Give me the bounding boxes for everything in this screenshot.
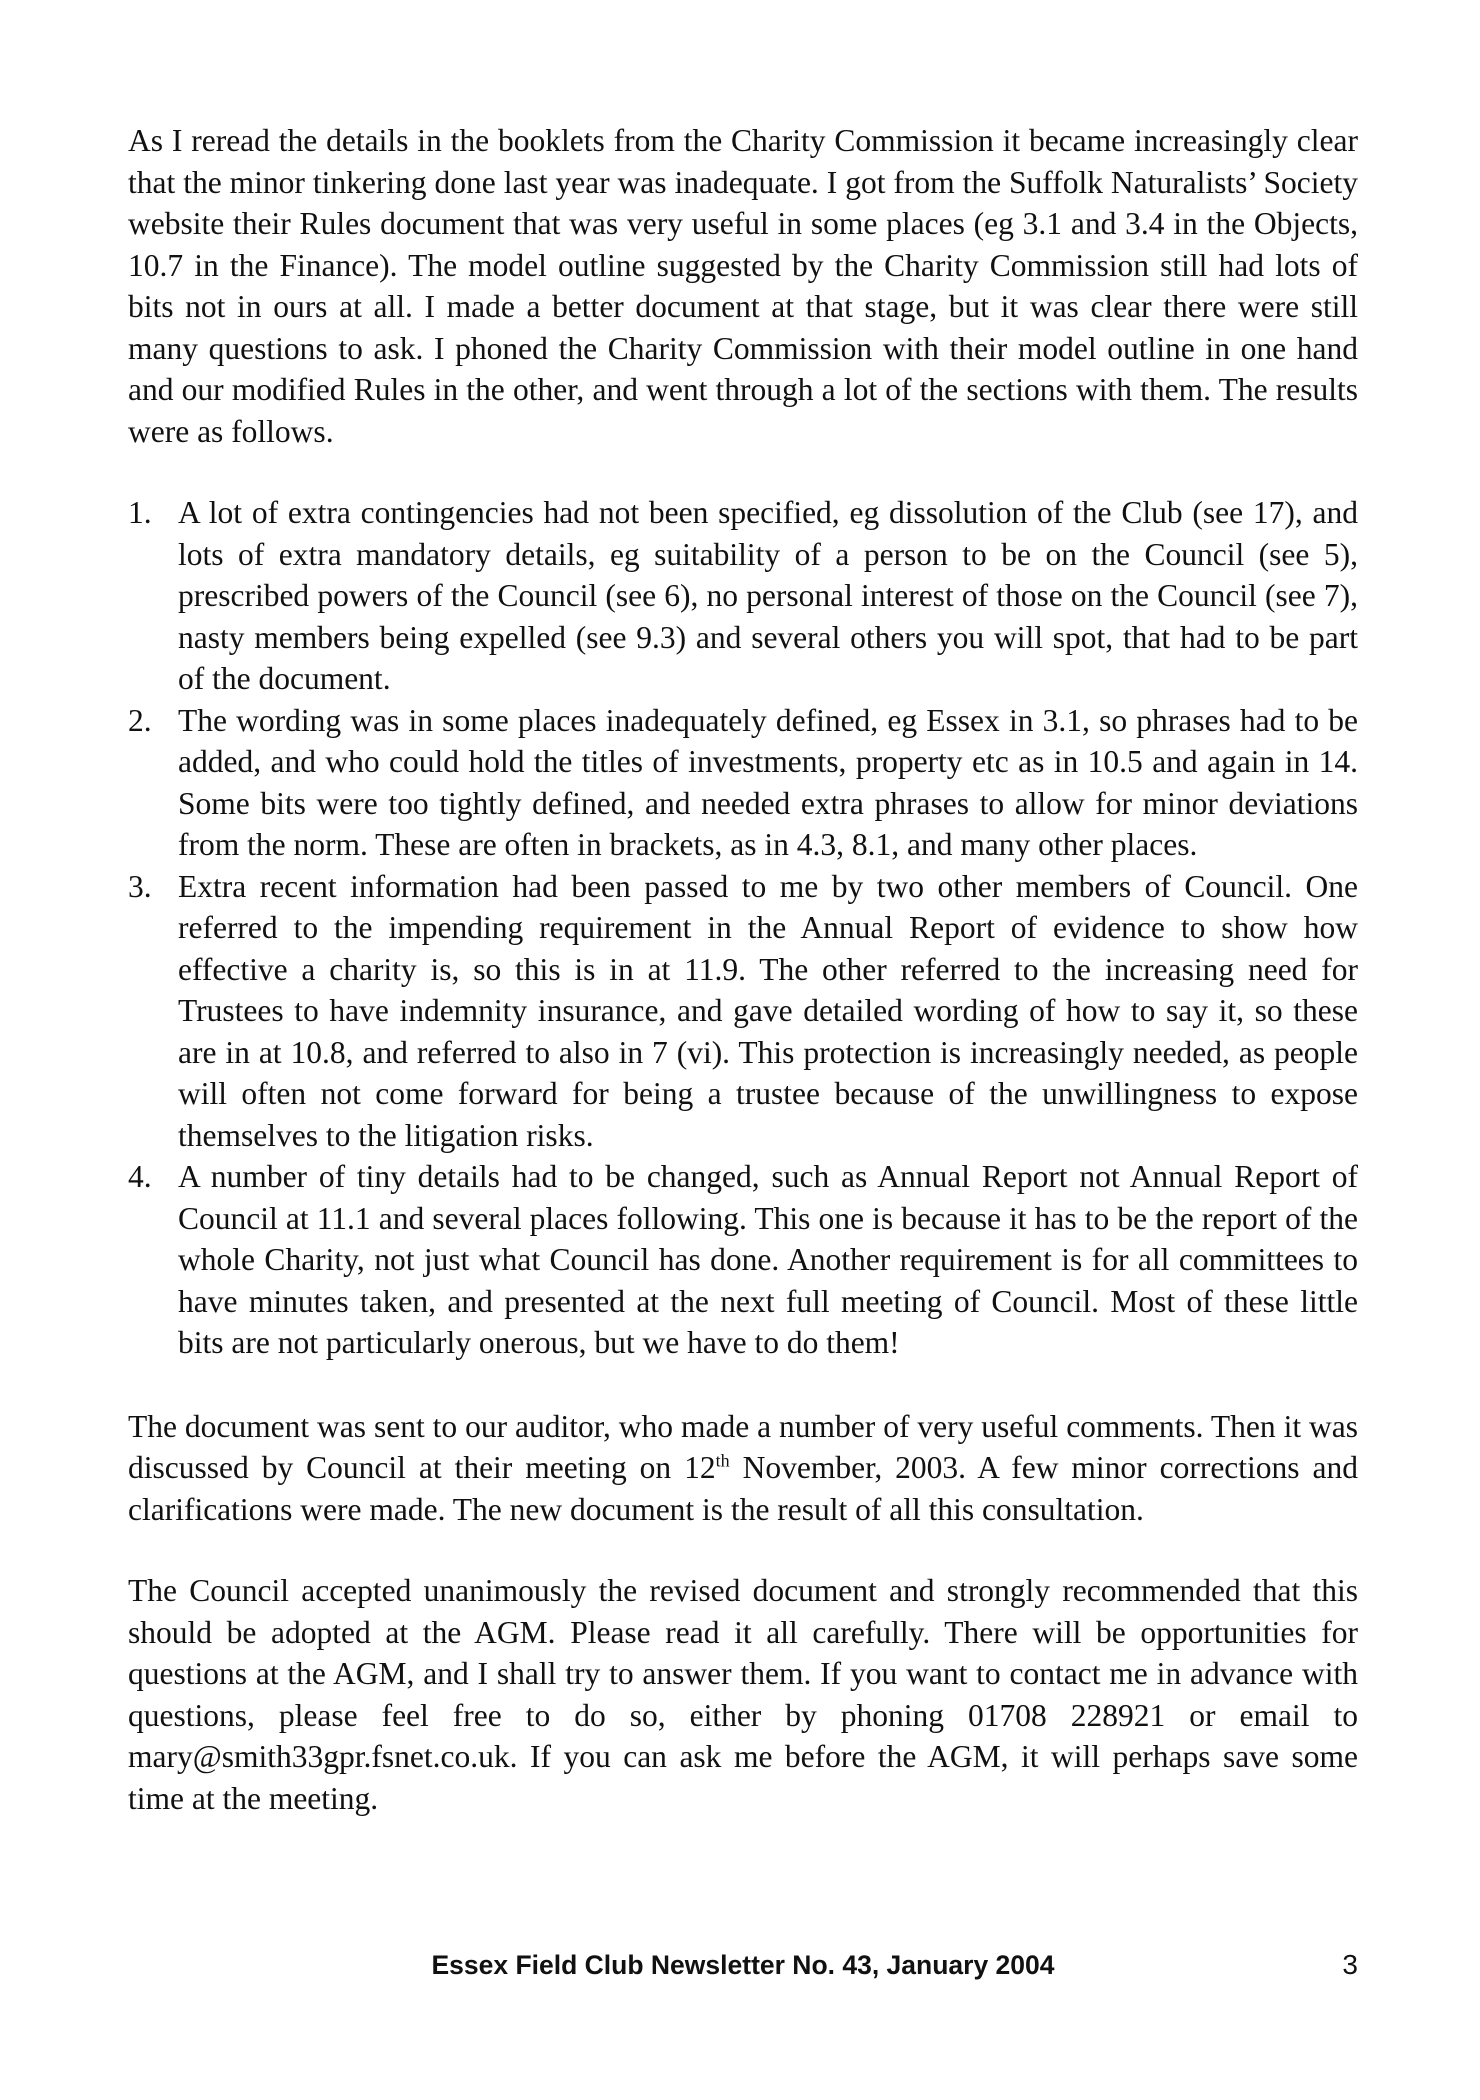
- auditor-text-start: The document was sent to our auditor, who made a number of very useful comments. Then it was discussed by Council at their meeting on 12: [128, 1408, 1358, 1485]
- newsletter-title: Essex Field Club Newsletter No. 43, January 2004: [431, 1950, 1055, 1980]
- list-item: [128, 866, 1358, 1157]
- auditor-paragraph: [128, 1406, 1358, 1531]
- page-number: 3: [1342, 1949, 1358, 1980]
- list-item-number: 1.: [128, 495, 152, 530]
- document-body: [128, 120, 1358, 1819]
- page-footer: [128, 1945, 1358, 1989]
- list-item-number: 4.: [128, 1159, 152, 1194]
- council-paragraph: The Council accepted unanimously the revised document and strongly recommended that this should be adopted at the AGM. Please read it all carefully. There will be opportunities for questions at the AGM, and I shall try to answer them. If you want to contact me in advance with questions, please feel free to do so, either by phoning 01708 228921 or email to mary@smith33gpr.fsnet.co.uk. If you can ask me before the AGM, it will perhaps save some time at the meeting.: [128, 1573, 1358, 1816]
- list-item: [128, 1156, 1358, 1364]
- list-item-number: 2.: [128, 702, 152, 738]
- auditor-text-end: November, 2003. A few minor corrections and clarifications were made. The new document is the result of all this consultation.: [128, 1450, 1358, 1527]
- list-item-text: Extra recent information had been passed to me by two other members of Council. One referred to the impending requirement in the Annual Report of evidence to show how effective a charity is, so this is in at 11.9. The other referred to the increasing need for Trustees to have indemnity insurance, and gave detailed wording of how to say it, so these are in at 10.8, and referred to also in 7 (vi). This protection is increasingly needed, as people will often not come forward for being a trustee because of the unwillingness to expose themselves to the litigation risks.: [178, 868, 1358, 1153]
- results-list: [128, 492, 1358, 1364]
- intro-paragraph: As I reread the details in the booklets from the Charity Commission it became increasingly clear that the minor tinkering done last year was inadequate. I got from the Suffolk Naturalists’ Society website their Rules document that was very useful in some places (eg 3.1 and 3.4 in the Objects, 10.7 in the Finance). The model outline suggested by the Charity Commission still had lots of bits not in ours at all. I made a better document at that stage, but it was clear there were still many questions to ask. I phoned the Charity Commission with their model outline in one hand and our modified Rules in the other, and went through a lot of the sections with them. The results were as follows.: [128, 123, 1358, 449]
- list-item: [128, 492, 1358, 700]
- list-item: [128, 700, 1358, 866]
- list-item-text: A number of tiny details had to be changed, such as Annual Report not Annual Report of Council at 11.1 and several places following. This one is because it has to be the report of the whole Charity, not just what Council has done. Another requirement is for all committees to have minutes taken, and presented at the next full meeting of Council. Most of these little bits are not particularly onerous, but we have to do them!: [178, 1159, 1358, 1360]
- ordinal-suffix: th: [715, 1450, 730, 1471]
- list-item-text: The wording was in some places inadequately defined, eg Essex in 3.1, so phrases had to be added, and who could hold the titles of investments, property etc as in 10.5 and again in 14. Some bits were too tightly defined, and needed extra phrases to allow for minor deviations from the norm. These are often in brackets, as in 4.3, 8.1, and many other places.: [178, 702, 1358, 862]
- list-item-number: 3.: [128, 868, 152, 904]
- list-item-text: A lot of extra contingencies had not been specified, eg dissolution of the Club (see 17), and lots of extra mandatory details, eg suitability of a person to be on the Council (see 5), prescribed powers of the Council (see 6), no personal interest of those on the Council (see 7), nasty members being expelled (see 9.3) and several others you will spot, that had to be part of the document.: [178, 495, 1358, 696]
